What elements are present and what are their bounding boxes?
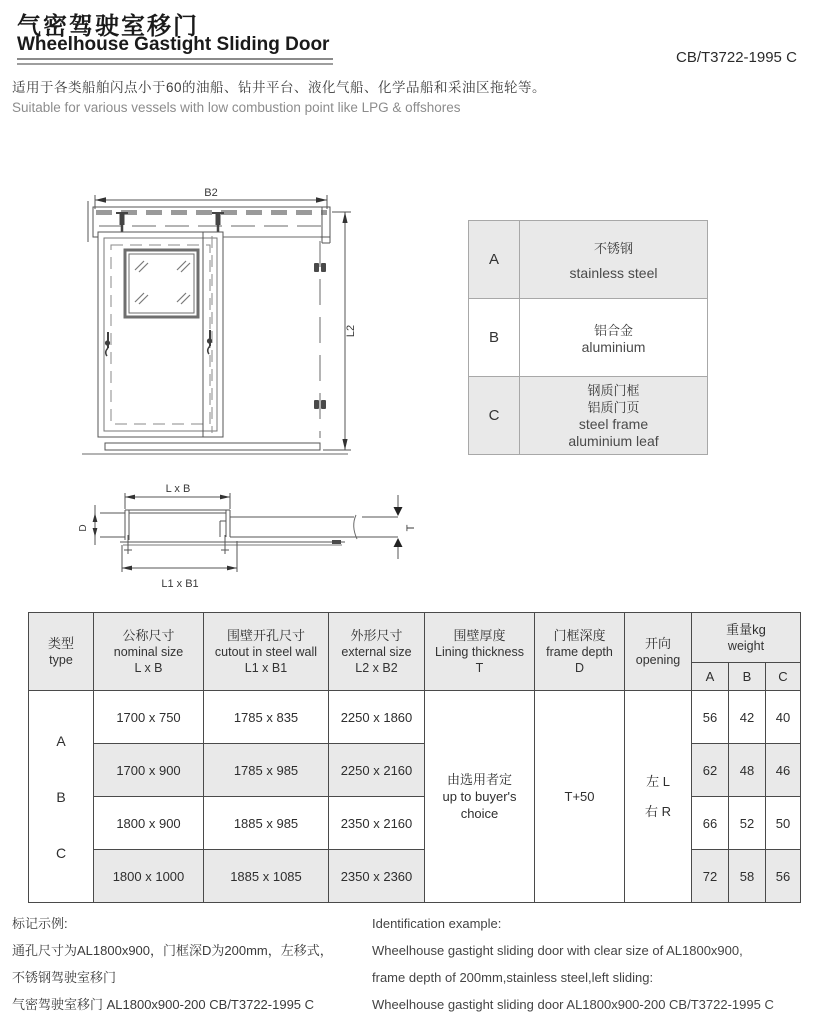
plan-view-drawing — [60, 483, 460, 605]
door-leaf — [98, 232, 223, 437]
description-en: Suitable for various vessels with low combustion point like LPG & offshores — [12, 100, 461, 115]
identification-example-zh: 标记示例: 通孔尺寸为AL1800x900，门框深D为200mm，左移式， 不锈钢驾驶室移门 气密驾驶室移门 AL1800x900-200 CB/T3722-1995 C — [12, 916, 333, 1012]
weight-c: 40 — [766, 691, 801, 744]
front-view-drawing — [65, 180, 460, 480]
weight-c: 56 — [766, 850, 801, 903]
col-header-weight-c: C — [766, 663, 801, 691]
weight-a: 56 — [692, 691, 729, 744]
nominal-size: 1800 x 900 — [94, 797, 204, 850]
d-dimension — [93, 505, 98, 545]
lxb-dimension — [125, 493, 230, 509]
nominal-size: 1700 x 900 — [94, 744, 204, 797]
table-row — [469, 221, 708, 299]
weight-a: 72 — [692, 850, 729, 903]
material-desc: 钢质门框 铝质门页 steel frame aluminium leaf — [520, 377, 708, 455]
external-size: 2350 x 2160 — [329, 797, 425, 850]
col-header-external: 外形尺寸 external size L2 x B2 — [329, 613, 425, 691]
bottom-sill — [82, 443, 348, 454]
weight-b: 52 — [729, 797, 766, 850]
dim-label-b2: B2 — [204, 187, 218, 199]
col-header-weight-b: B — [729, 663, 766, 691]
external-size: 2350 x 2360 — [329, 850, 425, 903]
door-leaf-section — [120, 515, 398, 545]
identification-example-en: Identification example: Wheelhouse gastight sliding door with clear size of AL1800x900, frame depth of 200mm,stainless steel,left sliding: Wheelhouse gastight sliding door AL1800x900-200 CB/T3722-1995 C — [372, 916, 774, 1012]
weight-b: 42 — [729, 691, 766, 744]
external-size: 2250 x 2160 — [329, 744, 425, 797]
type-letters-cell: A B C — [29, 691, 94, 903]
material-desc: 不锈钢 stainless steel — [520, 221, 708, 299]
wall-opening-outline — [223, 237, 320, 438]
material-key: C — [469, 377, 520, 455]
dim-label-l1xb1: L1 x B1 — [161, 578, 199, 590]
dim-label-l2: L2 — [345, 324, 357, 338]
page-title-zh: 气密驾驶室移门 — [17, 13, 199, 40]
t-dimension — [394, 495, 403, 559]
col-header-frame-depth: 门框深度 frame depth D — [535, 613, 625, 691]
weight-c: 46 — [766, 744, 801, 797]
weight-a: 62 — [692, 744, 729, 797]
external-size: 2250 x 1860 — [329, 691, 425, 744]
weight-a: 66 — [692, 797, 729, 850]
l1xb1-dimension — [122, 541, 237, 572]
dim-label-t: T — [405, 524, 417, 532]
nominal-size: 1800 x 1000 — [94, 850, 204, 903]
frame-section — [100, 510, 230, 540]
dim-label-d: D — [78, 524, 89, 532]
table-header-row — [29, 613, 801, 663]
col-header-cutout: 围壁开孔尺寸 cutout in steel wall L1 x B1 — [204, 613, 329, 691]
standard-code: CB/T3722-1995 C — [676, 49, 797, 66]
weight-b: 48 — [729, 744, 766, 797]
col-header-opening: 开向 opening — [625, 613, 692, 691]
cutout-size: 1885 x 985 — [204, 797, 329, 850]
table-row — [469, 299, 708, 377]
weight-b: 58 — [729, 850, 766, 903]
col-header-nominal: 公称尺寸 nominal size L x B — [94, 613, 204, 691]
col-header-weight: 重量kg weight — [692, 613, 801, 663]
col-header-weight-a: A — [692, 663, 729, 691]
table-row — [469, 377, 708, 455]
weight-c: 50 — [766, 797, 801, 850]
material-key: B — [469, 299, 520, 377]
title-underline — [17, 58, 333, 65]
cutout-size: 1785 x 835 — [204, 691, 329, 744]
material-table — [468, 220, 708, 455]
lining-thickness-cell: 由选用者定 up to buyer's choice — [425, 691, 535, 903]
col-header-type: 类型 type — [29, 613, 94, 691]
col-header-lining: 围壁厚度 Lining thickness T — [425, 613, 535, 691]
frame-depth-cell: T+50 — [535, 691, 625, 903]
material-desc: 铝合金 aluminium — [520, 299, 708, 377]
description-zh: 适用于各类船舶闪点小于60的油船、钻井平台、液化气船、化学品船和采油区拖轮等。 — [12, 80, 547, 95]
nominal-size: 1700 x 750 — [94, 691, 204, 744]
dim-label-lxb: L x B — [165, 483, 191, 495]
cutout-size: 1785 x 985 — [204, 744, 329, 797]
spec-table — [28, 612, 801, 903]
table-row — [29, 691, 801, 744]
cutout-size: 1885 x 1085 — [204, 850, 329, 903]
page-title-en: Wheelhouse Gastight Sliding Door — [17, 34, 330, 55]
opening-cell: 左 L 右 R — [625, 691, 692, 903]
material-key: A — [469, 221, 520, 299]
